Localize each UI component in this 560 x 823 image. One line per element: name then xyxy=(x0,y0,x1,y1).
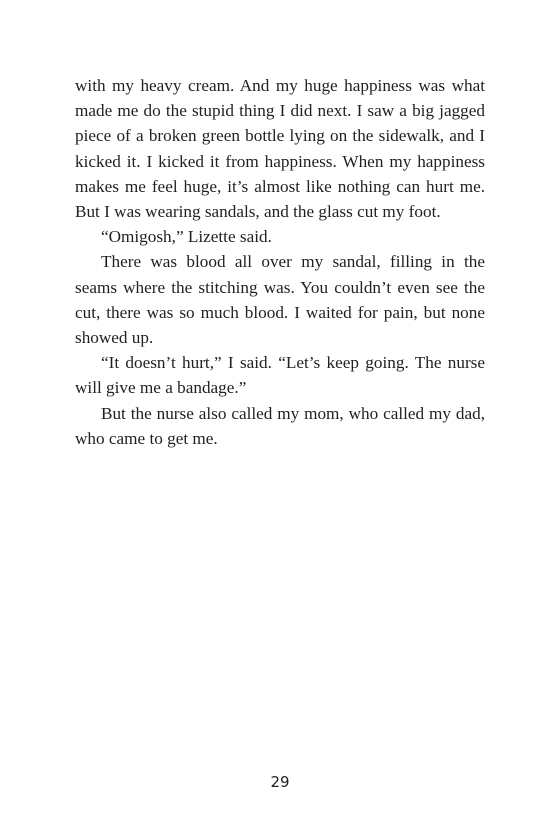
paragraph-5: But the nurse also called my mom, who called my dad, who came to get me. xyxy=(75,403,485,448)
paragraph-1: with my heavy cream. And my huge happiness was what made me do the stupid thing I did next. I saw a big jagged piece of a broken green bottle lying on the sidewalk, and I kicked it. I kicked it from happiness. When my happiness makes me feel huge, it’s almost like nothing can hurt me. But I was wearing sandals, and the glass cut my foot. xyxy=(75,76,485,222)
page-body xyxy=(75,73,485,451)
page-number: 29 xyxy=(270,773,290,791)
paragraph-2: “Omigosh,” Lizette said. xyxy=(101,227,272,247)
paragraph-3: There was blood all over my sandal, filling in the seams where the stitching was. You couldn’t even see the cut, there was so much blood. I waited for pain, but none showed up. xyxy=(75,252,485,348)
paragraph-4: “It doesn’t hurt,” I said. “Let’s keep going. The nurse will give me a bandage.” xyxy=(75,353,485,398)
